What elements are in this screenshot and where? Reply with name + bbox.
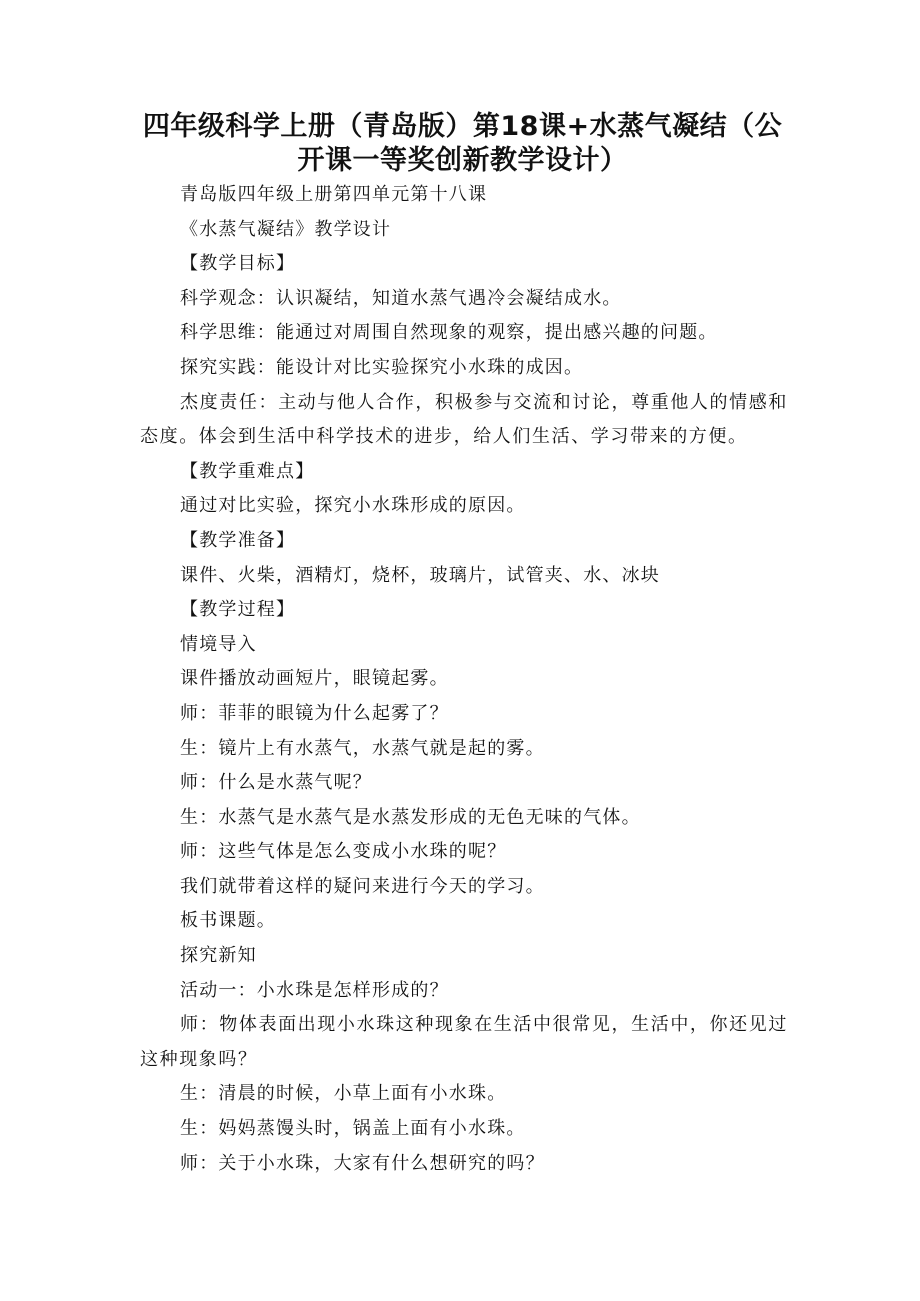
paragraph-objective-concept: 科学观念：认识凝结，知道水蒸气遇冷会凝结成水。 bbox=[180, 287, 622, 309]
paragraph-dialogue: 生：镜片上有水蒸气，水蒸气就是起的雾。 bbox=[180, 737, 545, 759]
paragraph-objective-thinking: 科学思维：能通过对周围自然现象的观察，提出感兴趣的问题。 bbox=[180, 322, 718, 344]
paragraph-dialogue: 生：妈妈蒸馒头时，锅盖上面有小水珠。 bbox=[180, 1118, 526, 1140]
paragraph-lesson-name: 《水蒸气凝结》教学设计 bbox=[180, 218, 392, 240]
section-heading-preparation: 【教学准备】 bbox=[180, 529, 296, 551]
section-heading-objectives: 【教学目标】 bbox=[180, 253, 296, 275]
subheading-explore-new: 探究新知 bbox=[180, 945, 257, 967]
paragraph-objective-practice: 探究实践：能设计对比实验探究小水珠的成因。 bbox=[180, 356, 584, 378]
document-body bbox=[140, 178, 788, 1181]
paragraph-objective-attitude: 杰度责任：主动与他人合作，积极参与交流和讨论，尊重他人的情感和态度。体会到生活中科学技术的进步，给人们生活、学习带来的方便。 bbox=[140, 391, 788, 448]
paragraph-dialogue: 师：关于小水珠，大家有什么想研究的吗？ bbox=[180, 1152, 545, 1174]
document-title: 四年级科学上册（青岛版）第18课+水蒸气凝结（公开课一等奖创新教学设计） bbox=[142, 111, 783, 176]
paragraph-dialogue: 师：菲菲的眼镜为什么起雾了？ bbox=[180, 702, 449, 724]
paragraph-dialogue: 生：清晨的时候，小草上面有小水珠。 bbox=[180, 1083, 507, 1105]
paragraph-dialogue: 生：水蒸气是水蒸气是水蒸发形成的无色无味的气体。 bbox=[180, 806, 641, 828]
paragraph-dialogue: 师：什么是水蒸气呢？ bbox=[180, 772, 372, 794]
section-heading-key-points: 【教学重难点】 bbox=[180, 460, 315, 482]
paragraph-dialogue: 师：这些气体是怎么变成小水珠的呢？ bbox=[180, 841, 507, 863]
paragraph-materials: 课件、火柴，酒精灯，烧杯，玻璃片，试管夹、水、冰块 bbox=[180, 564, 660, 586]
paragraph-key-points: 通过对比实验，探究小水珠形成的原因。 bbox=[180, 495, 526, 517]
paragraph-dialogue: 师：物体表面出现小水珠这种现象在生活中很常见，生活中，你还见过这种现象吗？ bbox=[140, 1014, 788, 1070]
paragraph-unit-info: 青岛版四年级上册第四单元第十八课 bbox=[180, 184, 488, 205]
paragraph-dialogue: 板书课题。 bbox=[180, 910, 276, 932]
subheading-activity-one: 活动一：小水珠是怎样形成的？ bbox=[180, 979, 449, 1001]
section-heading-process: 【教学过程】 bbox=[180, 599, 296, 621]
subheading-scenario-intro: 情境导入 bbox=[180, 633, 257, 655]
paragraph-dialogue: 我们就带着这样的疑问来进行今天的学习。 bbox=[180, 875, 545, 897]
paragraph-dialogue: 课件播放动画短片，眼镜起雾。 bbox=[180, 668, 449, 690]
